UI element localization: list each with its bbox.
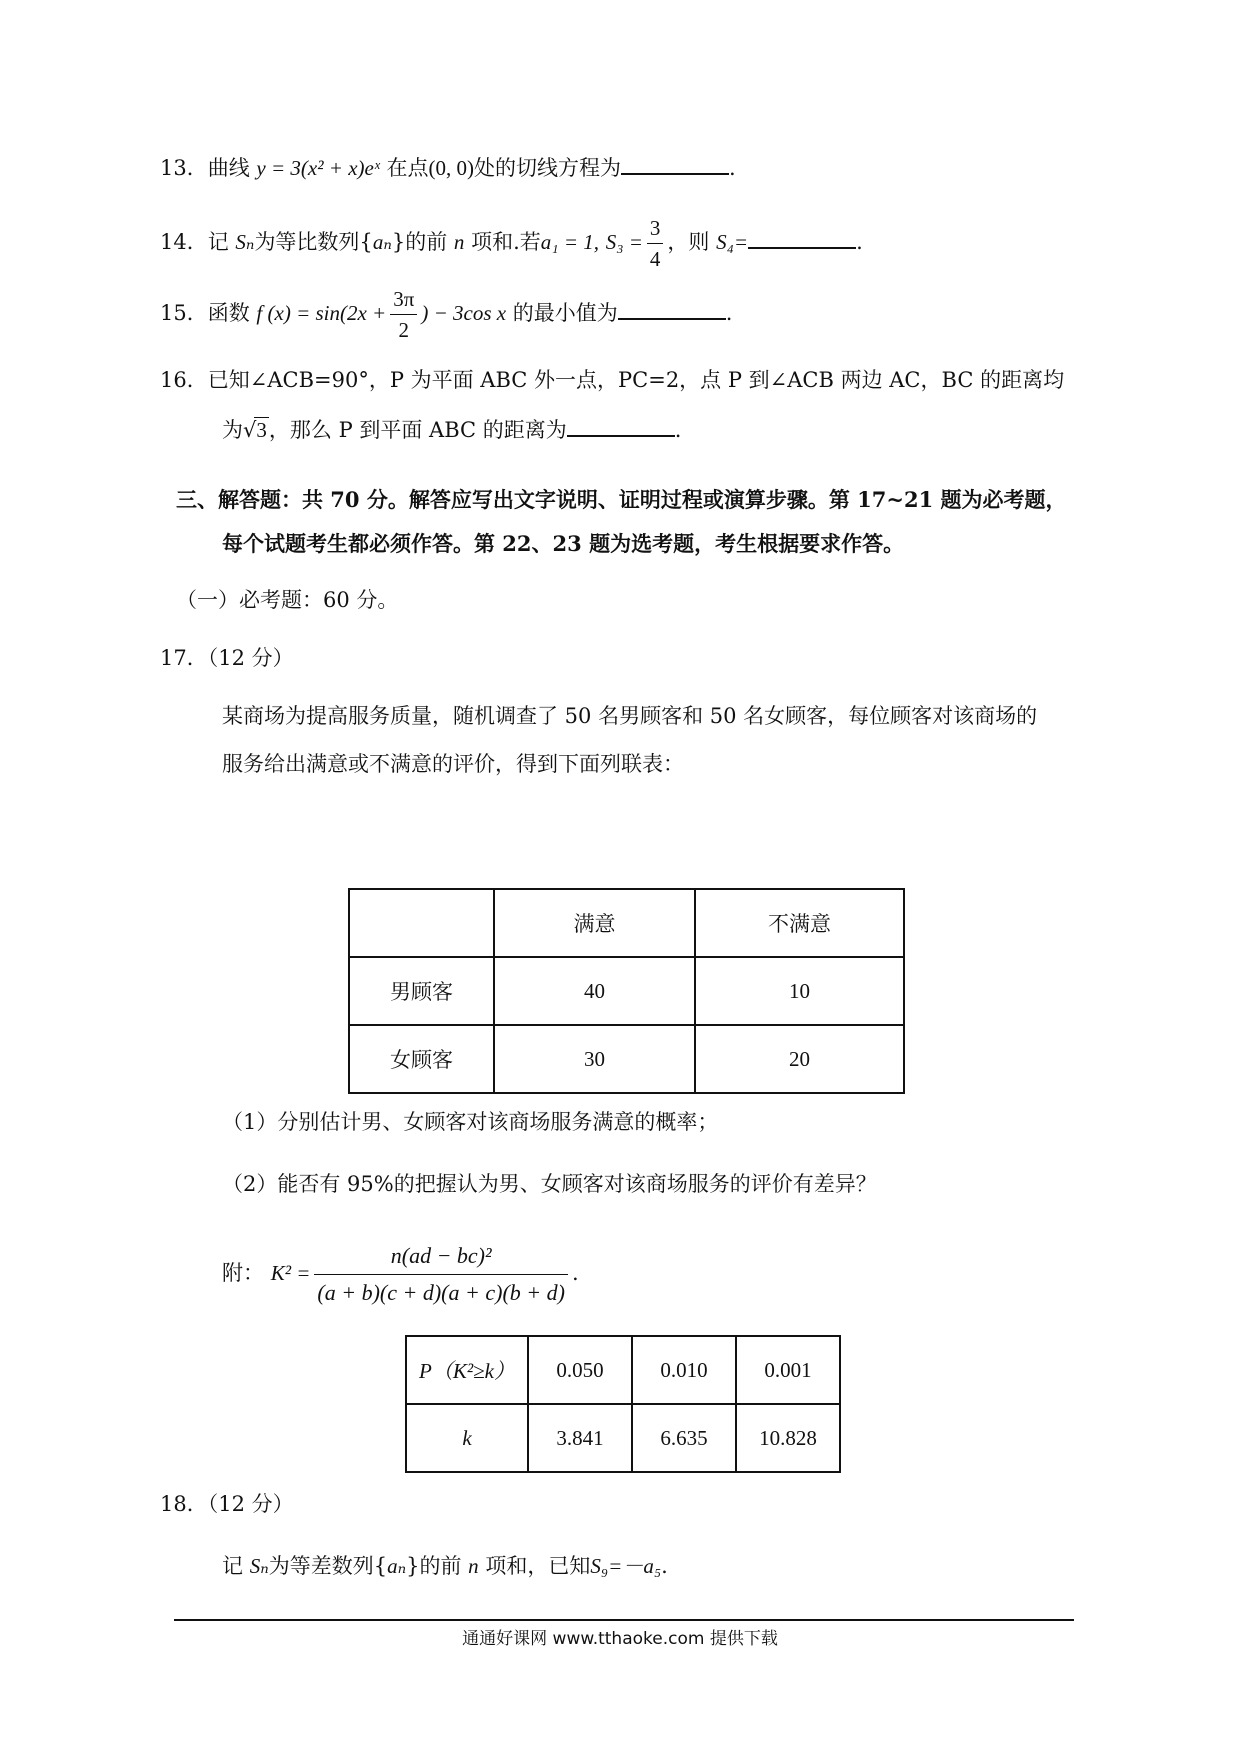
q15-function: f (x) = sin(2x +: [256, 301, 387, 325]
q18-s9: S₉=－a₅: [590, 1554, 662, 1578]
question-17-part-1: （1）分别估计男、女顾客对该商场服务满意的概率；: [222, 1110, 719, 1134]
table-cell: 满意: [494, 889, 695, 957]
table-cell: P（K²≥k）: [406, 1336, 528, 1404]
q14-text-4: 项和.若: [471, 230, 541, 254]
appendix-label: 附：: [222, 1261, 264, 1285]
table-cell: 20: [695, 1025, 904, 1093]
question-17-text-2: 服务给出满意或不满意的评价，得到下面列联表：: [222, 752, 684, 776]
q18-period: .: [661, 1554, 668, 1578]
question-15: [160, 284, 732, 345]
table-cell: 男顾客: [349, 957, 494, 1025]
k2-symbol: K² =: [270, 1261, 311, 1285]
table-row: [406, 1336, 840, 1404]
question-13: [160, 152, 736, 182]
answer-blank: [618, 300, 726, 320]
q14-an: aₙ: [372, 230, 392, 254]
question-16-line-1: [160, 364, 1064, 394]
table-row: [349, 1025, 904, 1093]
q15-text-2: 的最小值为: [512, 301, 618, 325]
critical-value-table: [405, 1335, 841, 1473]
q13-point: (0, 0): [428, 156, 474, 180]
table-cell: [349, 889, 494, 957]
q18-text-2: 为等差数列{: [268, 1554, 388, 1578]
q15-number: 15．: [160, 301, 208, 325]
q14-s3: S₃ =: [605, 230, 643, 254]
q13-equation: y = 3(x² + x)eˣ: [256, 156, 380, 180]
footer-divider: [174, 1619, 1074, 1621]
q14-a1: a₁ = 1,: [540, 230, 599, 254]
q14-text-1: 记: [207, 230, 229, 254]
fraction-numerator: n(ad − bc)²: [390, 1243, 492, 1268]
formula-period: .: [571, 1261, 579, 1285]
q18-text-4: 项和，已知: [485, 1554, 591, 1578]
section-3-line-2: 每个试题考生都必须作答。第 22、23 题为选考题，考生根据要求作答。: [222, 531, 905, 556]
table-cell: 不满意: [695, 889, 904, 957]
q13-period: .: [728, 156, 736, 180]
q16-period: .: [674, 418, 682, 442]
q14-period: .: [856, 230, 863, 254]
table-cell: 40: [494, 957, 695, 1025]
question-17-heading: 17．（12 分）: [160, 646, 294, 670]
q15-fraction: [390, 284, 417, 345]
question-18-heading: 18．（12 分）: [160, 1492, 294, 1516]
fraction-denominator: 4: [647, 243, 664, 274]
answer-blank: [567, 417, 675, 437]
question-16-line-2: [222, 414, 681, 444]
question-17-text-1: 某商场为提高服务质量，随机调查了 50 名男顾客和 50 名女顾客，每位顾客对该商场的: [222, 704, 1038, 728]
table-header-row: [349, 889, 904, 957]
table-cell: 30: [494, 1025, 695, 1093]
fraction-numerator: 3π: [393, 287, 415, 311]
table-cell: 10.828: [736, 1404, 840, 1472]
footer-text: 通通好课网 www.tthaoke.com 提供下载: [462, 1629, 778, 1649]
fraction-denominator: 2: [390, 314, 417, 345]
question-18-text: [222, 1550, 668, 1580]
q16-text-1: 已知∠ACB=90°，P 为平面 ABC 外一点，PC=2，点 P 到∠ACB 两边 AC，BC 的距离均: [207, 368, 1065, 392]
k2-fraction: [314, 1238, 568, 1311]
question-14: [160, 213, 863, 274]
sqrt-radicand: 3: [256, 418, 267, 442]
table-cell: 0.010: [632, 1336, 736, 1404]
q18-an: aₙ: [387, 1554, 407, 1578]
table-cell: 10: [695, 957, 904, 1025]
q16-text-2b: ，那么 P 到平面 ABC 的距离为: [268, 418, 567, 442]
q14-sn: Sₙ: [235, 230, 255, 254]
q18-n: n: [468, 1554, 479, 1578]
table-row: [406, 1404, 840, 1472]
answer-blank: [748, 229, 856, 249]
q18-text-1: 记: [222, 1554, 243, 1578]
q13-text-3: 处的切线方程为: [473, 156, 621, 180]
q15-function-rest: ) − 3cos x: [421, 301, 507, 325]
q13-number: 13．: [160, 156, 208, 180]
q13-text-1: 曲线: [207, 156, 250, 180]
q14-number: 14．: [160, 230, 208, 254]
q15-period: .: [725, 301, 733, 325]
q18-text-3: }的前: [406, 1554, 462, 1578]
q14-text-5: ，则: [667, 230, 710, 254]
fraction-denominator: (a + b)(c + d)(a + c)(b + d): [314, 1274, 568, 1311]
q14-text-3: }的前: [391, 230, 448, 254]
q15-text-1: 函数: [207, 301, 250, 325]
fraction-numerator: 3: [649, 216, 661, 240]
table-cell: 0.050: [528, 1336, 632, 1404]
table-cell: 3.841: [528, 1404, 632, 1472]
appendix-formula: [222, 1238, 579, 1311]
q14-s4: S₄=: [716, 230, 749, 254]
q16-number: 16．: [160, 368, 208, 392]
table-cell: 女顾客: [349, 1025, 494, 1093]
table-cell: 0.001: [736, 1336, 840, 1404]
section-3-line-1: 三、解答题：共 70 分。解答应写出文字说明、证明过程或演算步骤。第 17~21 题为必考题，: [176, 487, 1067, 512]
answer-blank: [621, 155, 729, 175]
q14-n: n: [453, 230, 465, 254]
contingency-table: [348, 888, 905, 1094]
subsection-required: （一）必考题：60 分。: [176, 588, 399, 612]
sqrt-symbol: √: [243, 418, 257, 442]
q13-text-2: 在点: [386, 156, 429, 180]
table-cell: 6.635: [632, 1404, 736, 1472]
q14-fraction: [647, 213, 664, 274]
q14-text-2: 为等比数列{: [254, 230, 373, 254]
table-row: [349, 957, 904, 1025]
q16-text-2a: 为: [222, 418, 243, 442]
question-17-part-2: （2）能否有 95%的把握认为男、女顾客对该商场服务的评价有差异？: [222, 1172, 877, 1196]
table-cell: k: [406, 1404, 528, 1472]
q18-sn: Sₙ: [249, 1554, 269, 1578]
